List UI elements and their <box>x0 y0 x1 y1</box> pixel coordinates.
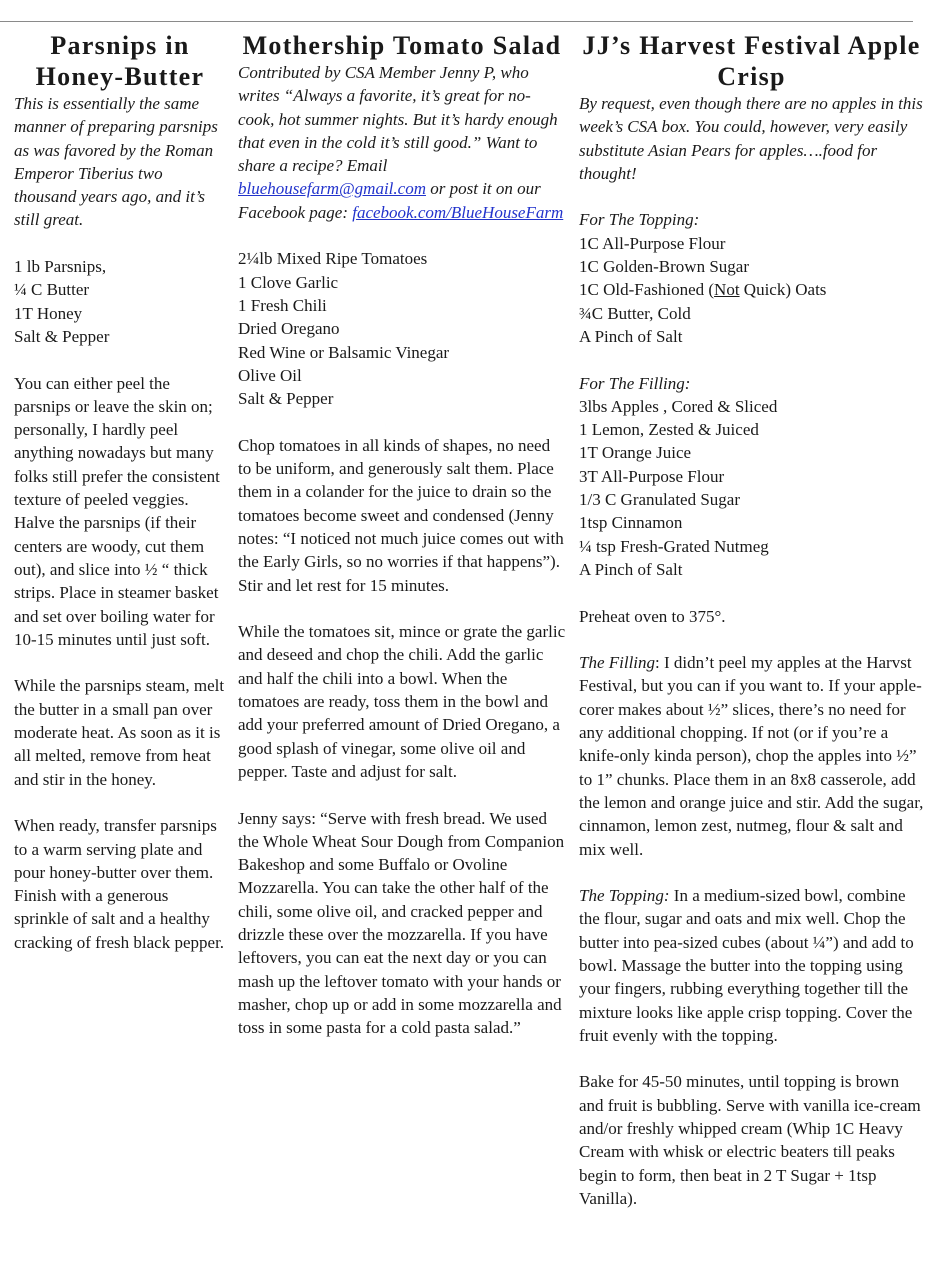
recipe-intro: This is essentially the same manner of preparing parsnips as was favored by the Roman Emperor Tiberius two thousand years ago, and it’s still great. <box>14 94 218 230</box>
ingredient: 1C Old-Fashioned (Not Quick) Oats <box>579 280 827 300</box>
step-label: The Filling <box>579 653 656 673</box>
ingredient: ¼ C Butter <box>14 280 90 300</box>
emphasis-not: Not <box>714 280 740 300</box>
email-prefix: Email <box>346 156 388 176</box>
recipe-intro <box>238 61 566 224</box>
step-paragraph: While the parsnips steam, melt the butter in a small pan over moderate heat. As soon as it is all melted, remove from heat and stir in the honey. <box>14 676 225 789</box>
recipe-intro: By request, even though there are no apples in this week’s CSA box. You could, however, very easily substitute Asian Pears for apples….food for thought! <box>579 94 923 183</box>
ingredient: Olive Oil <box>238 365 302 385</box>
step-paragraph: When ready, transfer parsnips to a warm serving plate and pour honey-butter over them. Finish with a generous sprinkle of salt and a healthy cracking of fresh black pepper. <box>14 816 225 952</box>
share-prompt: Want to share a recipe? <box>238 132 538 176</box>
recipe-tomato-salad <box>238 30 566 1039</box>
recipe-title: Mothership Tomato Salad <box>242 31 562 60</box>
section-heading: For The Filling: <box>579 373 691 393</box>
top-rule <box>0 21 913 22</box>
ingredient: 1/3 C Granulated Sugar <box>579 490 740 510</box>
step-paragraph: Bake for 45-50 minutes, until topping is brown and fruit is bubbling. Serve with vanilla ice-cream and/or freshly whipped cream (Whip 1C Heavy Cream with whisk or electric beaters till peaks begin to form, then beat in 2 T Sugar + 1tsp Vanilla). <box>579 1072 921 1208</box>
ingredient: 1 Lemon, Zested & Juiced <box>579 420 759 440</box>
ingredient: 1 Clove Garlic <box>238 272 339 292</box>
step-paragraph: The Topping: In a medium-sized bowl, combine the flour, sugar and oats and mix well. Chop the butter into pea-sized cubes (about ¼”) and add to bowl. Massage the butter into the topping using your fingers, rubbing everything together till the mixture looks like apple crisp topping. Cover the fruit evenly with the topping. <box>579 886 914 1045</box>
ingredient: 1C All-Purpose Flour <box>579 233 726 253</box>
topping-ingredients <box>579 208 924 348</box>
recipe-title: Parsnips in Honey-Butter <box>35 31 205 91</box>
ingredient-list <box>238 247 566 410</box>
ingredient: 3lbs Apples , Cored & Sliced <box>579 396 778 416</box>
ingredient: A Pinch of Salt <box>579 559 683 579</box>
filling-ingredients <box>579 372 924 582</box>
preheat-note: Preheat oven to 375°. <box>579 606 726 626</box>
ingredient: ¾C Butter, Cold <box>579 303 691 323</box>
section-heading: For The Topping: <box>579 210 700 230</box>
email-link[interactable]: bluehousefarm@gmail.com <box>238 179 426 199</box>
ingredient: Salt & Pepper <box>238 389 334 409</box>
ingredient: ¼ tsp Fresh-Grated Nutmeg <box>579 536 769 556</box>
facebook-link[interactable]: facebook.com/BlueHouseFarm <box>352 202 564 222</box>
recipe-parsnips <box>14 30 226 954</box>
step-paragraph: Jenny says: “Serve with fresh bread. We used the Whole Wheat Sour Dough from Companion Bakeshop and some Buffalo or Ovoline Mozzarella. You can take the other half of the chili, some olive oil, and cracked pepper and drizzle these over the mozzarella. If you have leftovers, you can eat the next day or you can mash up the leftover tomato with your hands or masher, chop up or add in some mozzarella and toss in some pasta for a cold pasta salad.” <box>238 808 565 1038</box>
ingredient: 1C Golden-Brown Sugar <box>579 257 749 277</box>
step-label: The Topping: <box>579 886 670 906</box>
ingredient: Red Wine or Balsamic Vinegar <box>238 342 450 362</box>
ingredient: 1 lb Parsnips, <box>14 257 107 277</box>
ingredient: 1 Fresh Chili <box>238 295 327 315</box>
ingredient: Dried Oregano <box>238 319 340 339</box>
recipe-apple-crisp <box>579 30 924 1210</box>
ingredient: 2¼lb Mixed Ripe Tomatoes <box>238 249 428 269</box>
ingredient: 1T Honey <box>14 303 83 323</box>
recipe-title: JJ’s Harvest Festival Apple Crisp <box>582 31 921 91</box>
ingredient: Salt & Pepper <box>14 326 110 346</box>
ingredient: 1tsp Cinnamon <box>579 513 683 533</box>
step-paragraph: The Filling: I didn’t peel my apples at the Harvst Festival, but you can if you want to. If your apple-corer makes about ½” slices, there’s no need for any additional chopping. If not (or if you’re a knife-only kinda person), chop the apples into ½” to 1” chunks. Place them in an 8x8 casserole, add the lemon and orange juice and stir. Add the sugar, cinnamon, lemon zest, nutmeg, flour & salt and mix well. <box>579 653 924 859</box>
intro-text: Contributed by CSA Member Jenny P, who writes “Always a favorite, it’s great for no-cook, hot summer nights. But it’s hardy enough that even in the cold it’s still good.” <box>238 63 558 152</box>
step-paragraph: While the tomatoes sit, mince or grate the garlic and deseed and chop the chili. Add the garlic and half the chili into a bowl. When the tomatoes are ready, toss them in the bowl and add your preferred amount of Dried Oregano, a good splash of vinegar, some olive oil and pepper. Taste and adjust for salt. <box>238 622 566 781</box>
ingredient-list <box>14 255 226 348</box>
ingredient: A Pinch of Salt <box>579 326 683 346</box>
email-suffix: or post it on our Facebook page: <box>238 179 541 222</box>
step-paragraph: You can either peel the parsnips or leave the skin on; personally, I hardly peel anything nowadays but many folks still prefer the consistent texture of peeled veggies. Halve the parsnips (if their centers are woody, cut them out), and slice into ½ “ thick strips. Place in steamer basket and set over boiling water for 10-15 minutes until just soft. <box>14 373 220 649</box>
step-paragraph: Chop tomatoes in all kinds of shapes, no need to be uniform, and generously salt them. Place them in a colander for the juice to drain so the tomatoes become sweet and condensed (Jenny notes: “I noticed not much juice comes out with the Early Girls, so no worries if that happens”). Stir and let rest for 15 minutes. <box>238 435 564 595</box>
ingredient: 3T All-Purpose Flour <box>579 466 725 486</box>
ingredient: 1T Orange Juice <box>579 443 692 463</box>
